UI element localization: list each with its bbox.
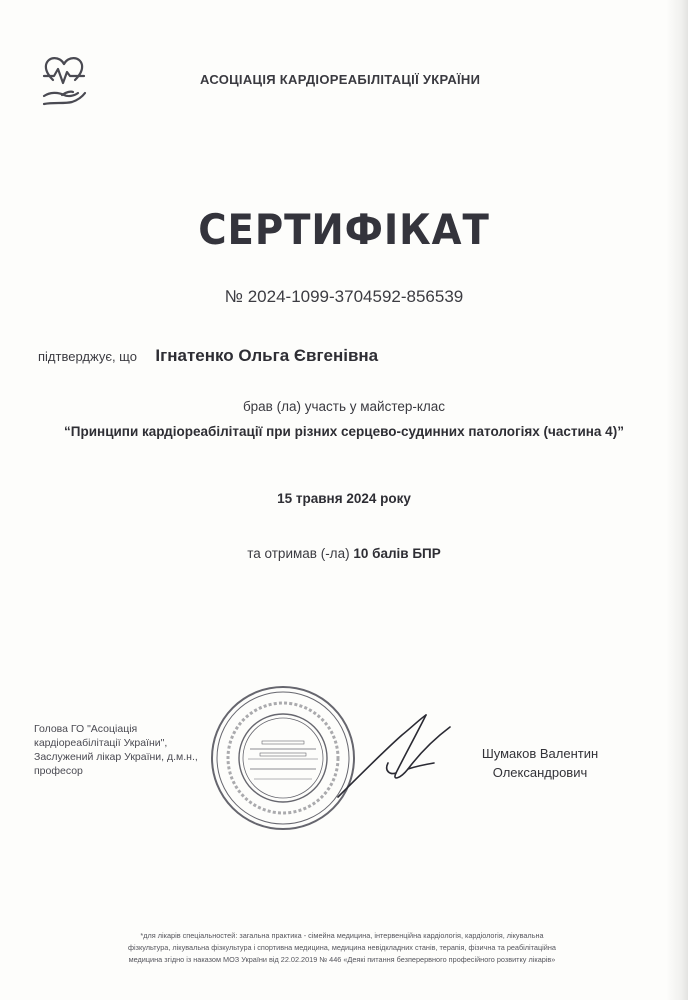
signer-position-line: професор [34,765,83,777]
certificate-title: СЕРТИФІКАТ [198,205,490,254]
signer-position-line: кардіореабілітації України", [34,737,168,749]
points-row [0,546,688,561]
confirms-label: підтверджує, що [38,349,137,364]
footnote-line: *для лікарів спеціальностей: загальна практика - сімейна медицина, інтервенційна кардіологія, кардіологія, лікувальна [140,931,544,940]
event-date: 15 травня 2024 року [277,491,411,506]
signer-position [34,722,214,778]
footnote-line: фізкультура, лікувальна фізкультура і спортивна медицина, медицина невідкладних станів, терапія, фізична та реабілітаційна [128,943,556,952]
certificate-number: № 2024-1099-3704592-856539 [224,287,464,306]
organization-name: АСОЦІАЦІЯ КАРДІОРЕАБІЛІТАЦІЇ УКРАЇНИ [200,72,481,87]
signer-name-line: Шумаков Валентин [481,746,599,761]
signer-position-line: Заслужений лікар України, д.м.н., [34,751,198,763]
signer-name [440,744,640,782]
signer-position-line: Голова ГО "Асоціація [34,723,138,735]
course-title: “Принципи кардіореабілітації при різних серцево-судинних патологіях (частина 4)” [64,424,624,439]
footnote-line: медицина згідно із наказом МОЗ України від 22.02.2019 № 446 «Деякі питання безперервного професійного розвитку лікарів» [128,955,556,964]
footnote [62,930,622,966]
signer-name-line: Олександрович [492,765,588,780]
points-value: 10 балів БПР [353,546,441,561]
participation-text: брав (ла) участь у майстер-клас [242,399,446,414]
recipient-name: Ігнатенко Ольга Євгенівна [155,346,379,365]
recipient-row [38,346,378,366]
points-label: та отримав (-ла) [247,546,350,561]
heart-with-pulse-in-hand-icon [40,52,88,110]
